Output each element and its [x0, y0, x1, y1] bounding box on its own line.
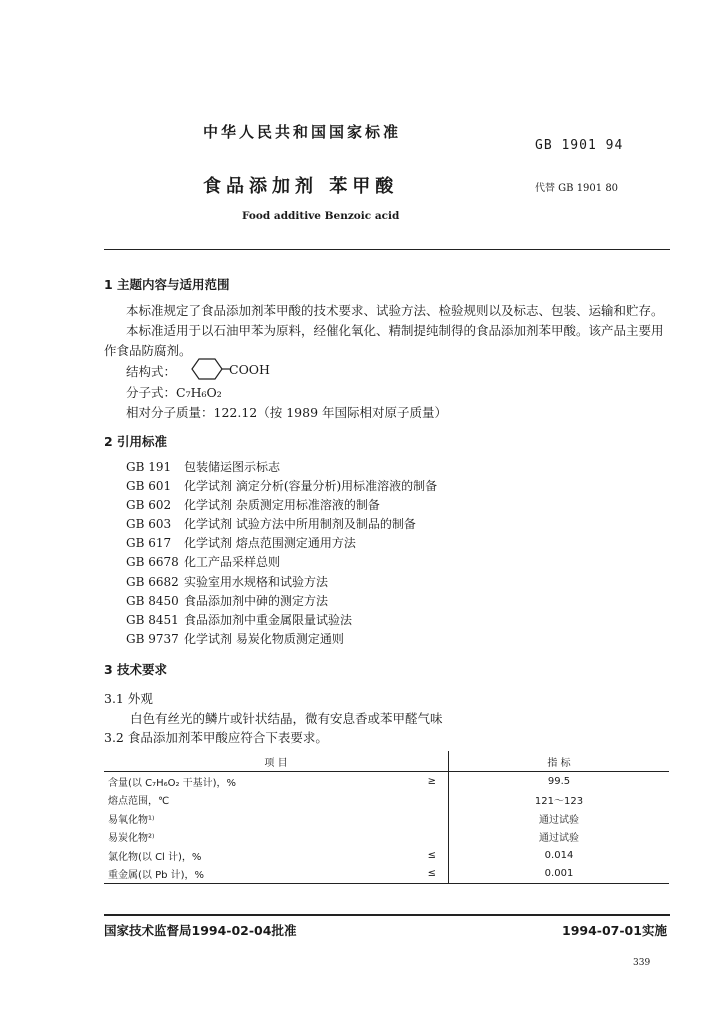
reference-item: [126, 515, 437, 534]
section-1-heading: 1 主题内容与适用范围: [104, 277, 230, 292]
reference-title: 化工产品采样总则: [184, 555, 281, 570]
effective-date: 1994-07-01实施: [562, 923, 667, 938]
section-2-heading: 2 引用标准: [104, 434, 168, 449]
section-3-heading: 3 技术要求: [104, 662, 168, 677]
row-item: 重金属(以 Pb 计)，%: [104, 865, 352, 884]
document-title-en: Food additive Benzoic acid: [242, 210, 400, 222]
structure-label: 结构式：: [126, 364, 177, 379]
standard-code: GB 1901 94: [535, 138, 624, 153]
reference-code: GB 602: [126, 498, 172, 513]
appearance-text: 白色有丝光的鳞片或针状结晶，微有安息香或苯甲醛气味: [130, 711, 443, 726]
reference-title: 化学试剂 杂质测定用标准溶液的制备: [184, 498, 380, 513]
relative-molecular-mass: 相对分子质量：122.12（按 1989 年国际相对原子质量）: [126, 405, 447, 420]
footer-divider: [104, 914, 670, 916]
reference-code: GB 191: [126, 460, 172, 474]
table-row: [104, 846, 669, 865]
reference-title: 化学试剂 滴定分析(容量分析)用标准溶液的制备: [184, 479, 438, 494]
table-row: [104, 865, 669, 884]
section-3-1-heading: 3.1 外观: [104, 691, 153, 706]
table-row: [104, 772, 669, 791]
row-value: 99.5: [449, 772, 670, 791]
reference-item: [126, 496, 437, 515]
row-value: 0.001: [449, 865, 670, 884]
reference-item: [126, 573, 437, 592]
table-row: [104, 809, 669, 828]
replaces-standard: 代替 GB 1901 80: [535, 183, 619, 194]
section-1-para-1: 本标准规定了食品添加剂苯甲酸的技术要求、试验方法、检验规则以及标志、包装、运输和贮存。: [126, 303, 664, 318]
row-item: 氯化物(以 Cl 计)，%: [108, 851, 202, 863]
reference-item: [126, 458, 437, 477]
section-3-2-text: 3.2 食品添加剂苯甲酸应符合下表要求。: [104, 730, 328, 745]
reference-code: GB 617: [126, 536, 172, 551]
table-row: [104, 791, 669, 810]
row-operator: [352, 791, 449, 810]
row-item: 易氧化物¹⁾: [108, 814, 155, 826]
reference-item: [126, 592, 437, 611]
section-1-para-2-cont: 作食品防腐剂。: [104, 343, 192, 358]
reference-title: 食品添加剂中重金属限量试验法: [184, 612, 353, 627]
reference-title: 食品添加剂中砷的测定方法: [184, 593, 329, 608]
reference-list: [126, 458, 437, 649]
row-operator: [352, 828, 449, 847]
reference-title: 化学试剂 易炭化物质测定通则: [184, 631, 344, 646]
row-operator: ≤: [427, 849, 436, 861]
reference-code: GB 8450: [126, 593, 179, 608]
reference-code: GB 8451: [126, 612, 179, 627]
row-item: 易炭化物²⁾: [108, 833, 155, 845]
reference-code: GB 6682: [126, 574, 179, 589]
row-operator: ≥: [352, 772, 449, 791]
row-operator: ≤: [352, 865, 449, 884]
table-header-row: [104, 751, 669, 772]
reference-code: GB 9737: [126, 631, 179, 646]
benzene-ring-icon: [184, 356, 230, 382]
carboxyl-group: COOH: [229, 362, 270, 377]
page-number: 339: [633, 958, 651, 968]
reference-code: GB 6678: [126, 555, 179, 570]
row-operator: [352, 809, 449, 828]
molecular-formula: 分子式：C₇H₆O₂: [126, 385, 222, 400]
reference-item: [126, 553, 437, 572]
reference-title: 实验室用水规格和试验方法: [184, 574, 329, 589]
document-title-cn: 食品添加剂 苯甲酸: [203, 176, 399, 197]
reference-item: [126, 534, 437, 553]
national-standard-title: 中华人民共和国国家标准: [203, 123, 402, 141]
approval-info: 国家技术监督局1994-02-04批准: [104, 923, 297, 938]
table-row: [104, 828, 669, 847]
row-item: 含量(以 C₇H₆O₂ 干基计)，%: [104, 772, 352, 791]
header-spec: 指 标: [449, 751, 670, 772]
reference-code: GB 603: [126, 517, 172, 532]
row-item: 熔点范围，℃: [108, 796, 170, 808]
reference-item: [126, 611, 437, 630]
reference-title: 化学试剂 熔点范围测定通用方法: [184, 536, 356, 551]
reference-code: GB 601: [126, 479, 172, 494]
section-1-para-2: 本标准适用于以石油甲苯为原料，经催化氧化、精制提纯制得的食品添加剂苯甲酸。该产品主要用: [126, 323, 664, 338]
row-value: 通过试验: [449, 809, 670, 828]
reference-title: 包装储运图示标志: [184, 460, 281, 474]
row-value: 通过试验: [449, 828, 670, 847]
row-value: 0.014: [449, 846, 670, 865]
reference-title: 化学试剂 试验方法中所用制剂及制品的制备: [184, 517, 416, 532]
row-value: 121～123: [449, 791, 670, 810]
reference-item: [126, 477, 437, 496]
header-item: 项 目: [104, 751, 449, 772]
header-divider: [104, 249, 670, 250]
requirements-table: [104, 751, 669, 884]
reference-item: [126, 630, 437, 649]
